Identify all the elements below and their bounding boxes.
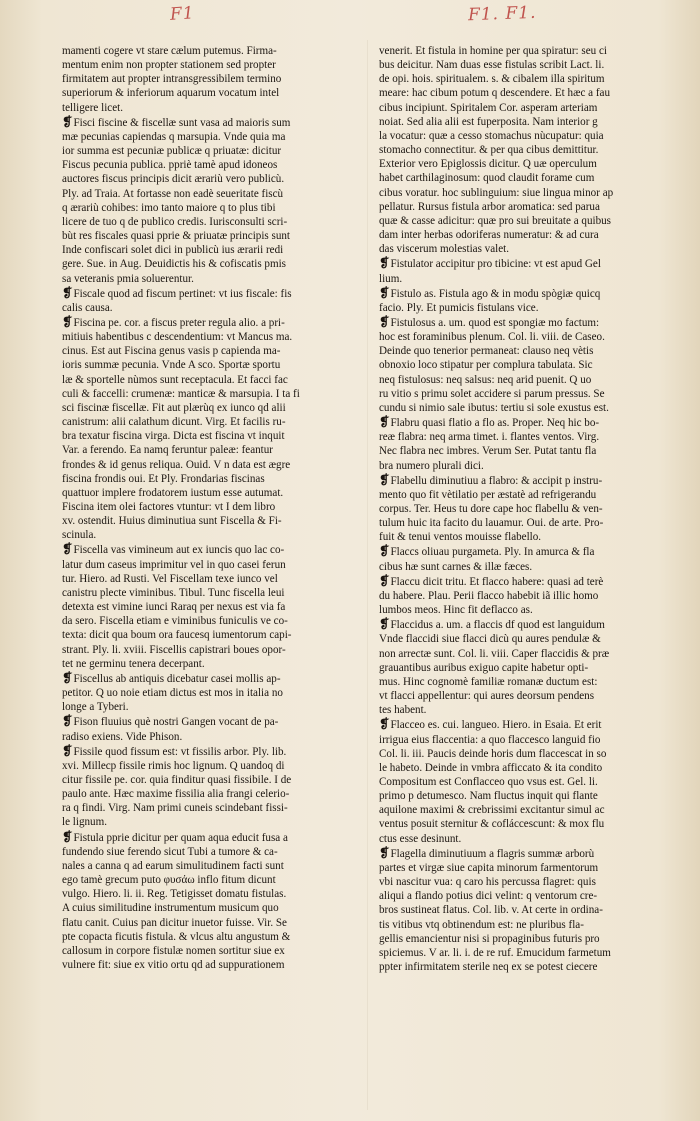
text-line: mentum enim non propter stationem sed propter — [62, 59, 276, 72]
text-line: ❡Fistulosus a. um. quod est spongiæ mo factum: — [379, 314, 600, 329]
paragraph-mark-icon: ❡ — [379, 415, 390, 430]
text-line: canistrum: alii calathum dicunt. Virg. Et facilis ru- — [62, 416, 286, 429]
text-line: neq fistulosus: neq salsus: neq arid puenit. Q uo — [379, 373, 592, 386]
column-gutter — [367, 40, 368, 1110]
text-line: nales a canna q ad earum simulitudinem facti sunt — [62, 859, 284, 872]
text-line: ❡Flaccs oliuau purgameta. Ply. In amurca & fla — [379, 544, 595, 559]
dictionary-entry — [379, 473, 677, 545]
paragraph-mark-icon: ❡ — [379, 314, 390, 329]
text-line: citur fissile pe. cor. quia finditur quasi fissibile. I de — [62, 773, 292, 786]
text-line: spiciemus. V ar. li. i. de re ruf. Emucidum farmetum — [379, 946, 611, 959]
text-line: xv. ostendit. Huius diminutiua sunt Fiscella & Fi- — [62, 515, 282, 528]
text-line: ❡Flabru quasi flatio a flo as. Proper. Neq hic bo- — [379, 415, 600, 430]
text-line: mamenti cogere vt stare cælum putemus. Firma- — [62, 45, 277, 57]
text-line: ❡Flacceo es. cui. langueo. Hiero. in Esaia. Et erit — [379, 717, 602, 732]
paragraph-mark-icon: ❡ — [379, 472, 390, 487]
text-line: bùt res fiscales quasi pprie & priuatæ principis sunt — [62, 230, 290, 243]
text-line: primo p detumesco. Nam fluctus inquit qui flante — [379, 790, 598, 803]
text-line: venerit. Et fistula in homine per qua spiratur: seu ci — [379, 45, 607, 57]
dictionary-entry — [62, 315, 358, 543]
text-line: aquilone maximi & crebrissimi excitantur simul ac — [379, 804, 605, 817]
text-line: Col. li. iii. Paucis deinde horis dum flaccescat in so — [379, 747, 607, 760]
text-line: Nec flabra nec imbres. Verum Ser. Putat tantu fla — [379, 445, 597, 458]
text-line: aliqui a flando potius dici velint: q ventorum cre- — [379, 890, 598, 903]
text-line: ppter infirmitatem sterile neq ex se potest ciecere — [379, 961, 598, 973]
text-line: vt flacci appellentur: qui aures deorsum pendens — [379, 690, 595, 703]
text-line: habet carthilaginosum: quod claudit forame cum — [379, 172, 595, 185]
paragraph-mark-icon: ❡ — [379, 717, 390, 732]
text-line: grauantibus auribus exiguo capite habetur opti- — [379, 661, 589, 674]
paragraph-mark-icon: ❡ — [379, 617, 390, 632]
paragraph-mark-icon: ❡ — [379, 573, 390, 588]
text-line: le lignum. — [62, 816, 107, 829]
dictionary-entry — [379, 44, 677, 256]
text-line: de opi. hois. spiritualem. s. & cibalem illa spiritum — [379, 73, 605, 86]
paragraph-mark-icon: ❡ — [379, 845, 390, 860]
dictionary-entry — [62, 286, 358, 315]
text-line: ❡Flabellu diminutiuu a flabro: & accipit p instru- — [379, 472, 603, 487]
text-line: telligere licet. — [62, 101, 123, 114]
dictionary-entry — [379, 846, 677, 974]
text-line: canistru plecte viminibus. Tibul. Tunc fiscella leui — [62, 586, 285, 599]
text-line: longe a Tyberi. — [62, 701, 129, 714]
text-line: ❡Flaccidus a. um. a flaccis df quod est languidum — [379, 617, 605, 632]
text-line: facio. Ply. Et pumicis fistulans vice. — [379, 301, 539, 314]
text-line: pellatur. Rursus fistula arbor aromatica: sed parua — [379, 200, 600, 213]
text-line: vbi nascitur vua: q caro his percussa flagret: quis — [379, 876, 596, 889]
text-line: ru vitio s primu solet accidere si parum pressus. Se — [379, 387, 605, 400]
text-line: ❡Fiscina pe. cor. a fiscus preter regula alio. a pri- — [62, 314, 285, 329]
dictionary-entry — [62, 744, 358, 830]
dictionary-entry — [379, 286, 677, 315]
text-line: non arrectæ sunt. Col. li. viii. Caper flaccidis & præ — [379, 647, 610, 660]
text-line: auctores fiscus principis dicit ærariù vero publicù. — [62, 173, 285, 186]
marginal-annotation-left: F1 — [169, 3, 196, 25]
text-line: noiat. Sed alia alii est fuperposita. Nam interior g — [379, 115, 598, 128]
text-line: fuit & tenui ventos mouisse flabello. — [379, 531, 542, 544]
text-line: Deinde quo tenerior permaneat: clauso neq vètis — [379, 345, 594, 358]
paragraph-mark-icon: ❡ — [379, 544, 390, 559]
text-line: Fiscina item olei factores vtuntur: vt I dem libro — [62, 501, 276, 513]
text-line: Exterior vero Epiglossis dicitur. Q uæ operculum — [379, 158, 597, 171]
text-line: fiscina frondis oui. Et Ply. Frondarias fiscinas — [62, 472, 265, 485]
text-line: ❡Fissile quod fissum est: vt fissilis arbor. Ply. lib. — [62, 743, 287, 758]
text-line: paulo ante. Hæc maxime fissilia alia frangi celerio- — [62, 788, 290, 801]
dictionary-entry — [379, 544, 677, 573]
dictionary-entry — [62, 44, 358, 115]
text-line: Compositum est Conflacceo quo vsus est. Gel. li. — [379, 775, 598, 788]
text-line: tulum huic ita facito du lauamur. Oui. de arte. Pro- — [379, 517, 604, 530]
text-line: ❡Fisci fiscine & fiscellæ sunt vasa ad maioris sum — [62, 114, 291, 129]
text-line: Ply. ad Traia. At fortasse non eadè seueritate fiscù — [62, 187, 284, 200]
text-line: ❡Fiscellus ab antiquis dicebatur casei mollis ap- — [62, 670, 281, 685]
text-line: cibus incipiunt. Spiritalem Cor. asperam arteriam — [379, 101, 598, 114]
paragraph-mark-icon: ❡ — [379, 256, 390, 271]
text-line: hoc est foraminibus plenum. Col. li. viii. de Caseo. — [379, 331, 605, 344]
text-line: quæ & casse adicitur: quæ pro sui breuitate a quibus — [379, 214, 611, 227]
text-line: vulnere fit: siue ex vitio ortu qd ad suppurationem — [62, 959, 285, 971]
text-line: ventus posuit sternitur & cofláccescunt: & mox flu — [379, 818, 605, 831]
text-line: detexta est vimine iunci Raraq per nexus est via fa — [62, 601, 286, 614]
paragraph-mark-icon: ❡ — [62, 829, 73, 844]
text-line: vulgo. Hiero. li. ii. Reg. Tetigisset domatu fistulas. — [62, 888, 287, 901]
text-line: ❡Fistulator accipitur pro tibicine: vt est apud Gel — [379, 256, 601, 271]
text-line: ❡Flaccu dicit tritu. Et flacco habere: quasi ad terè — [379, 573, 604, 588]
text-line: frondes & id genus reliqua. Ouid. V n data est ægre — [62, 458, 291, 471]
dictionary-entry — [379, 315, 677, 415]
text-line: pte copacta ficutis fistula. & vlcus altu angustum & — [62, 930, 291, 943]
text-line: latur dum caseus imprimitur vel in quo casei ferun — [62, 558, 286, 571]
text-line: ❡Fiscale quod ad fiscum pertinet: vt ius fiscale: fis — [62, 285, 292, 300]
text-line: q ærariù cohibes: imo tanto maiore q to plus tibi — [62, 201, 276, 214]
text-line: sa veteranis pmia soluerentur. — [62, 272, 194, 285]
right-text-column — [379, 44, 677, 1104]
text-line: ioris summæ pecunia. Vnde A sco. Sportæ sportu — [62, 359, 281, 372]
text-line: meare: hac cibum potum q descendere. Et hæc a fau — [379, 87, 611, 100]
text-line: scinula. — [62, 529, 97, 542]
text-line: ❡Fison fluuius què nostri Gangen vocant de pa- — [62, 714, 279, 729]
text-line: dam inter herbas odoriferas numeratur: & ad cura — [379, 229, 599, 242]
text-line: bra numero plurali dici. — [379, 459, 484, 472]
dictionary-entry — [62, 714, 358, 743]
text-line: strant. Ply. li. xviii. Fiscellis capistrari boues opor- — [62, 643, 286, 656]
text-line: ❡Fistulo as. Fistula ago & in modu spògiæ quicq — [379, 285, 601, 300]
text-line: du habere. Plau. Perii flacco habebit iã illic homo — [379, 589, 599, 602]
text-line: ra q findi. Virg. Nam primi cuneis scindebant fissi- — [62, 802, 288, 815]
text-line: partes et virgæ siue capita minorum farmentorum — [379, 861, 599, 874]
dictionary-entry — [379, 256, 677, 285]
text-line: cinus. Est aut Fiscina genus vasis p capienda ma- — [62, 345, 281, 358]
text-line: reæ flabra: neq arma timet. i. flantes ventos. Virg. — [379, 431, 600, 444]
text-line: gellis emancientur nisi si propaginibus futuris pro — [379, 932, 600, 945]
dictionary-entry — [379, 717, 677, 845]
text-line: texta: dicit qua boum ora faucesq iumentorum capi- — [62, 629, 292, 642]
text-line: corpus. Ter. Heus tu dore cape hoc flabellu & ven- — [379, 503, 603, 515]
dictionary-entry — [62, 542, 358, 670]
text-line: mæ pecunias capiendas q marsupia. Vnde quia ma — [62, 130, 286, 143]
text-line: stomacho connectitur. & per qua cibus demittitur. — [379, 144, 599, 157]
paragraph-mark-icon: ❡ — [62, 714, 73, 729]
text-line: superiorum & inferiorum aquarum vocatum intel — [62, 87, 280, 100]
text-line: ego tamè grecum puto φυσάω inflo fitum dicunt — [62, 874, 276, 887]
text-line: bra texatur fiscina virga. Dicta est fiscina vt inquit — [62, 430, 285, 443]
text-line: ior summa est pecuniæ publicæ q priuatæ: dicitur — [62, 145, 282, 158]
text-line: tis vitibus vtq obtinendum est: ne pluribus fla- — [379, 918, 584, 931]
text-line: callosum in corpore fistulæ nomen sortitur siue ex — [62, 944, 285, 957]
text-line: obnoxio loco stipatur per complura tabulata. Sic — [379, 359, 593, 372]
left-text-column — [62, 44, 358, 1104]
dictionary-entry — [379, 617, 677, 717]
text-line: cibus hæ sunt carnes & illæ fæces. — [379, 560, 533, 573]
text-line: bus deicitur. Nam duas esse fistulas scribit Lact. li. — [379, 59, 605, 72]
text-line: tet ne germinu tenera decerpant. — [62, 657, 205, 670]
text-line: ❡Fiscella vas vimineum aut ex iuncis quo lac co- — [62, 542, 285, 557]
text-line: A cuius similitudine instrumentum musicum quo — [62, 902, 279, 915]
text-line: firmitatem aut propter intransgressibilem termino — [62, 73, 282, 86]
text-line: Fiscus pecunia publica. ppriè tamè apud idoneos — [62, 159, 278, 172]
paragraph-mark-icon: ❡ — [62, 114, 73, 129]
text-line: mento quo fit vètilatio per æstatè ad refrigerandu — [379, 488, 597, 501]
text-line: fundendo siue ferendo sicut Tubi a tumore & ca- — [62, 845, 278, 858]
text-line: gere. Sue. in Aug. Deuidictis his & cofiscatis pmis — [62, 258, 287, 271]
text-line: tes habent. — [379, 704, 427, 717]
text-line: petitor. Q uo noie etiam dictus est mos in italia no — [62, 687, 283, 700]
text-line: mitiuis habentibus c descendentium: vt Mancus ma. — [62, 331, 293, 344]
text-line: sci fiscinæ fiscellæ. Fit aut plærùq ex iunco qd alii — [62, 401, 286, 414]
text-line: radiso exiens. Vide Phison. — [62, 730, 183, 743]
text-line: flatu canit. Cuius pan dicitur inuetor fuisse. Vir. Se — [62, 916, 287, 929]
text-line: lumbos meos. Hinc fit deflacco as. — [379, 604, 533, 617]
text-line: ❡Fistula pprie dicitur per quam aqua educit fusa a — [62, 829, 288, 844]
paragraph-mark-icon: ❡ — [62, 670, 73, 685]
dictionary-entry — [62, 671, 358, 714]
text-line: das viscerum molestias valet. — [379, 243, 510, 256]
dictionary-entry — [379, 415, 677, 473]
text-line: da sero. Fiscella etiam e viminibus funiculis ve co- — [62, 615, 288, 628]
paragraph-mark-icon: ❡ — [62, 542, 73, 557]
text-line: calis causa. — [62, 301, 113, 314]
dictionary-entry — [62, 830, 358, 973]
text-line: xvi. Millecp fissile rimis hoc lignum. Q uandoq di — [62, 759, 285, 772]
dictionary-entry — [62, 115, 358, 286]
text-line: la vocatur: quæ a cesso stomachus nùcupatur: quia — [379, 129, 604, 142]
text-line: tur. Hiero. ad Rusti. Vel Fiscellam texe iunco vel — [62, 572, 278, 585]
text-line: bros sustineat flatus. Col. lib. v. At certe in ordina- — [379, 904, 603, 917]
text-line: cundu si nimio sale ibutus: tertiu si sole exustus est. — [379, 401, 609, 414]
dictionary-entry — [379, 574, 677, 617]
marginal-annotation-right: F1. F1. — [467, 2, 537, 26]
text-line: ❡Flagella diminutiuum a flagris summæ arborù — [379, 845, 595, 860]
paragraph-mark-icon: ❡ — [379, 285, 390, 300]
paragraph-mark-icon: ❡ — [62, 743, 73, 758]
text-line: quattuor implere frodatorem iustum esse autumat. — [62, 486, 284, 499]
text-line: Inde confiscari solet dici in publicù ius ærarii redi — [62, 244, 284, 257]
text-line: ctus esse desinunt. — [379, 832, 462, 845]
paragraph-mark-icon: ❡ — [62, 314, 73, 329]
text-line: le habeto. Deinde in vmbra afficcato & ita condito — [379, 761, 603, 774]
text-line: mus. Hinc cognomè familiæ romanæ ductum est: — [379, 675, 598, 688]
text-line: irrigua eius flaccentia: a quo flaccesco languid fio — [379, 733, 601, 746]
text-line: licere de tuo q de publico credis. Iurisconsulti scri- — [62, 215, 288, 228]
text-line: cibus voratur. hoc sublinguium: siue lingua minor ap — [379, 186, 614, 199]
paragraph-mark-icon: ❡ — [62, 285, 73, 300]
text-line: læ & sportelle nùmos sunt receptacula. Et facci fac — [62, 373, 288, 386]
text-line: Vnde flaccidi siue flacci dicù qu aures pendulæ & — [379, 633, 601, 646]
text-line: culi & faccelli: crumenæ: manticæ & marsupia. I ta fi — [62, 387, 300, 400]
text-line: Var. a ferendo. Ea namq feruntur paleæ: feantur — [62, 444, 273, 457]
text-line: lium. — [379, 272, 403, 285]
